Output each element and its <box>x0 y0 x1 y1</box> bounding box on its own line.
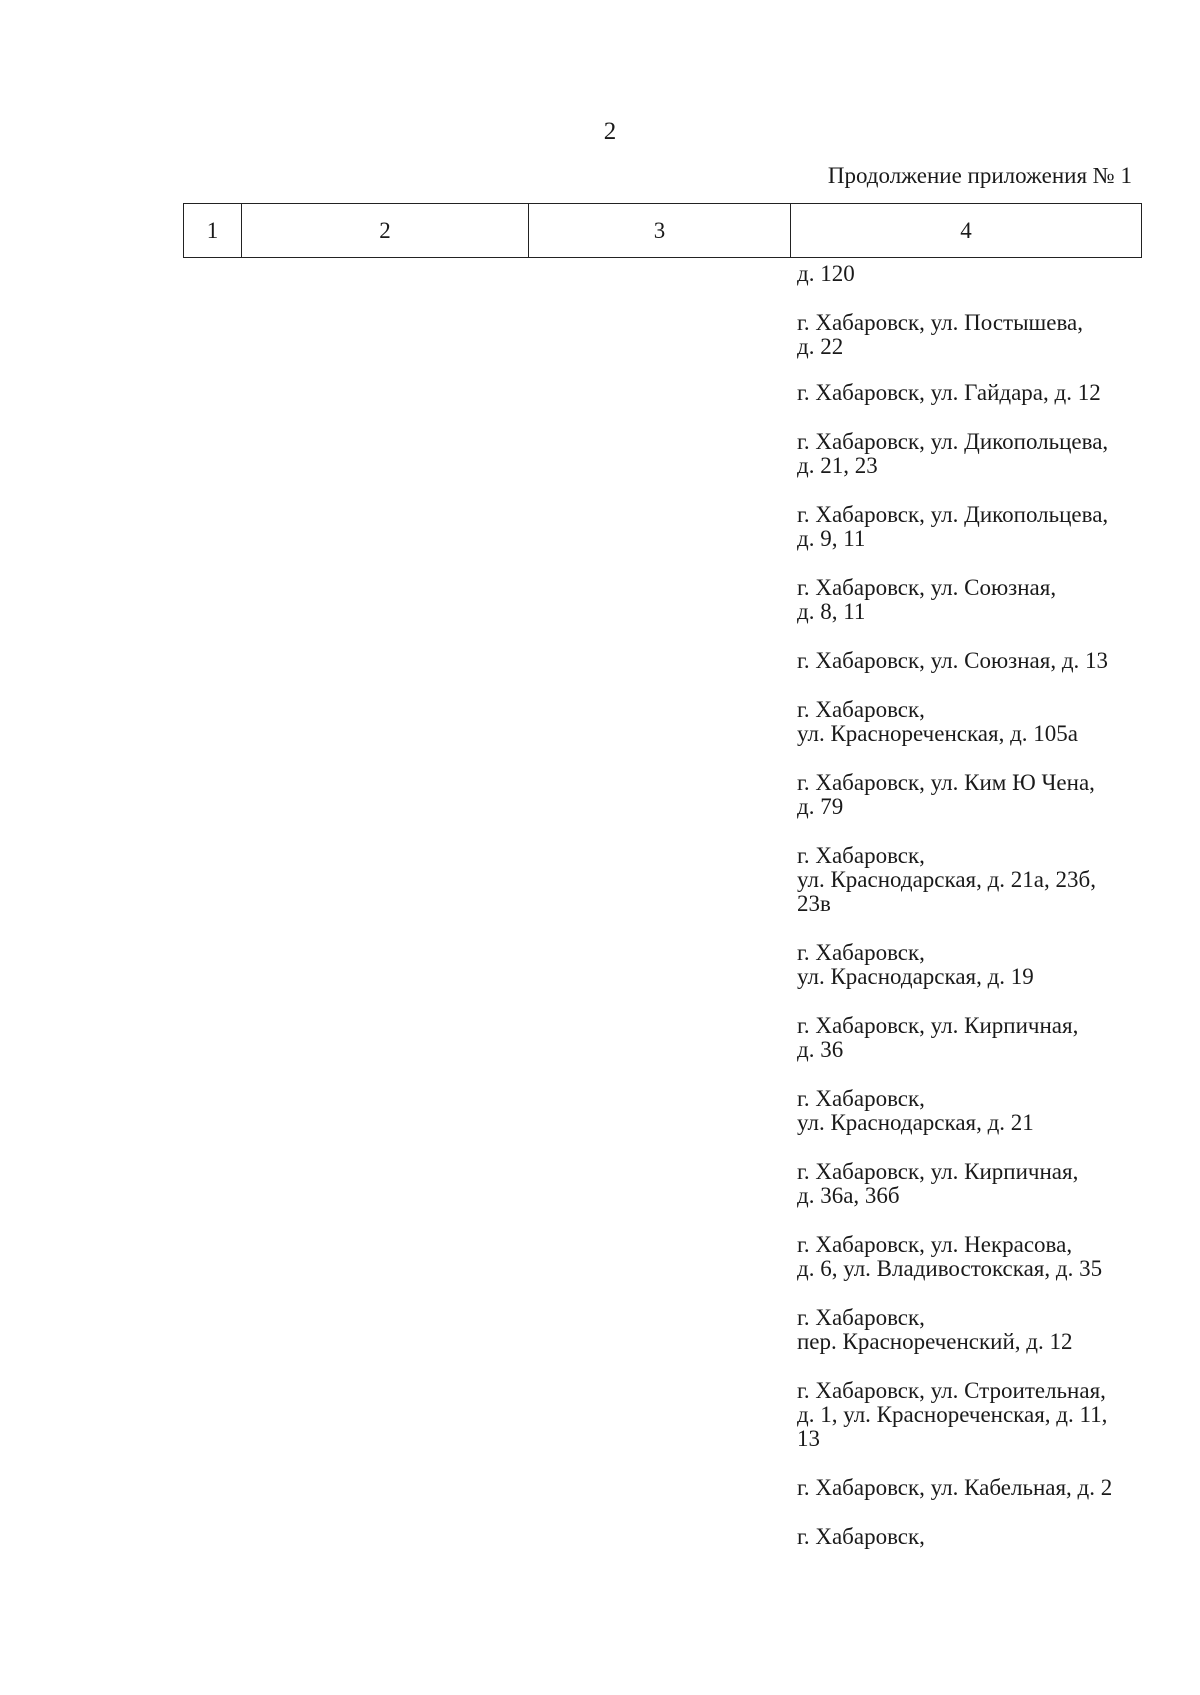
address-entry: г. Хабаровск, пер. Краснореченский, д. 12 <box>797 1305 1073 1354</box>
page-number: 2 <box>603 118 617 145</box>
address-entry: г. Хабаровск, ул. Дикопольцева, д. 9, 11 <box>797 502 1109 551</box>
address-entry: г. Хабаровск, ул. Краснодарская, д. 21 <box>797 1086 1034 1135</box>
address-entry: г. Хабаровск, ул. Кабельная, д. 2 <box>797 1475 1113 1500</box>
table-header <box>183 203 1142 258</box>
appendix-caption: Продолжение приложения № 1 <box>827 163 1132 188</box>
address-entry: г. Хабаровск, ул. Ким Ю Чена, д. 79 <box>797 770 1095 819</box>
address-entry: г. Хабаровск, ул. Краснореченская, д. 105а <box>797 697 1078 746</box>
address-entry: г. Хабаровск, ул. Строительная, д. 1, ул. Краснореченская, д. 11, 13 <box>797 1378 1108 1451</box>
address-entry: г. Хабаровск, <box>797 1524 925 1549</box>
column-number-4: 4 <box>791 204 1142 258</box>
address-entry: г. Хабаровск, ул. Дикопольцева, д. 21, 23 <box>797 429 1109 478</box>
table-header-row <box>184 204 1142 258</box>
address-entry: г. Хабаровск, ул. Некрасова, д. 6, ул. Владивостокская, д. 35 <box>797 1232 1103 1281</box>
address-entry: г. Хабаровск, ул. Кирпичная, д. 36а, 36б <box>797 1159 1079 1208</box>
address-entry: г. Хабаровск, ул. Постышева, д. 22 <box>797 310 1083 359</box>
column-number-2: 2 <box>242 204 529 258</box>
column-number-1: 1 <box>184 204 242 258</box>
address-entry: г. Хабаровск, ул. Гайдара, д. 12 <box>797 380 1101 405</box>
address-entry: г. Хабаровск, ул. Союзная, д. 13 <box>797 648 1109 673</box>
address-entry: д. 120 <box>797 261 855 286</box>
address-list <box>797 262 1157 1549</box>
address-entry: г. Хабаровск, ул. Кирпичная, д. 36 <box>797 1013 1079 1062</box>
column-number-3: 3 <box>529 204 791 258</box>
address-entry: г. Хабаровск, ул. Краснодарская, д. 19 <box>797 940 1034 989</box>
address-entry: г. Хабаровск, ул. Краснодарская, д. 21а, 23б, 23в <box>797 843 1096 916</box>
address-entry: г. Хабаровск, ул. Союзная, д. 8, 11 <box>797 575 1057 624</box>
